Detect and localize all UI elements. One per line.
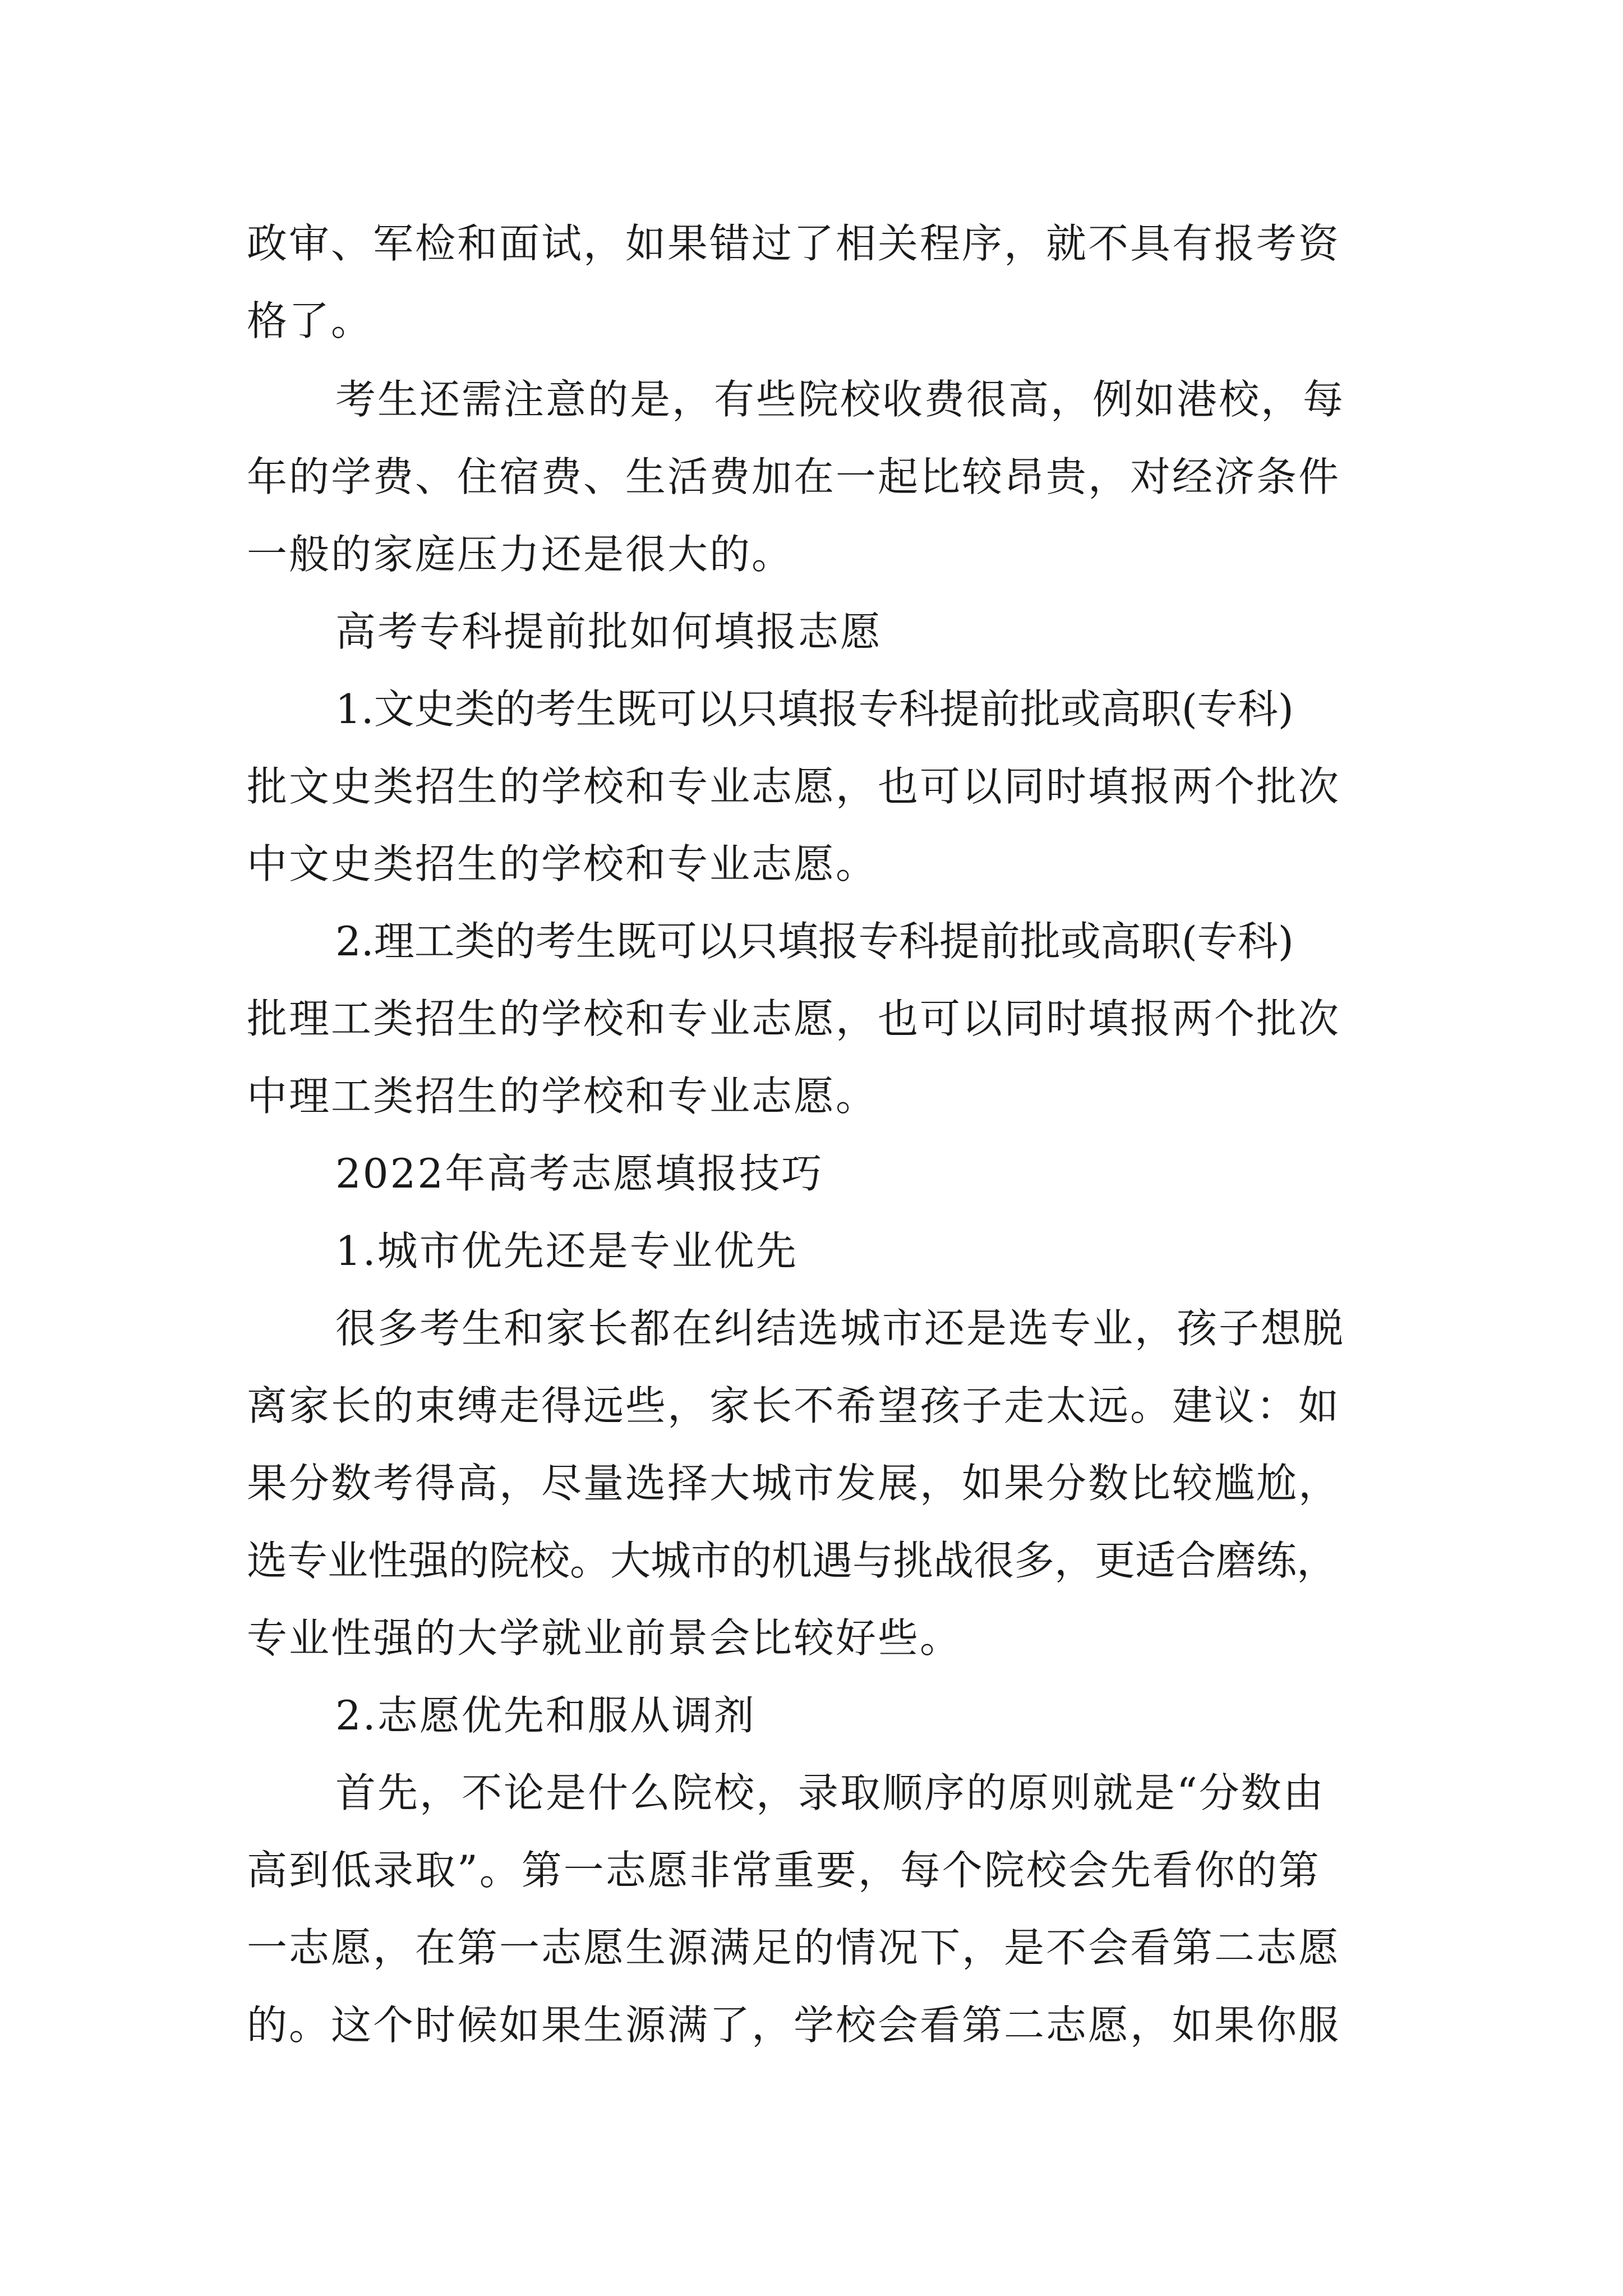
list-item-line: 1.文史类的考生既可以只填报专科提前批或高职(专科): [335, 685, 1294, 733]
paragraph-line: 年的学费、住宿费、生活费加在一起比较昂贵，对经济条件: [247, 453, 1341, 500]
list-item-line: 2.理工类的考生既可以只填报专科提前批或高职(专科): [335, 918, 1294, 965]
paragraph-line: 离家长的束缚走得远些，家长不希望孩子走太远。建议：如: [247, 1382, 1341, 1429]
paragraph-line: 政审、军检和面试，如果错过了相关程序，就不具有报考资: [247, 220, 1341, 267]
section-heading: 2022年高考志愿填报技巧: [335, 1150, 824, 1197]
paragraph-line: 很多考生和家长都在纠结选城市还是选专业，孩子想脱: [335, 1305, 1345, 1352]
paragraph-line: 批文史类招生的学校和专业志愿，也可以同时填报两个批次: [247, 763, 1341, 810]
paragraph-line: 专业性强的大学就业前景会比较好些。: [247, 1614, 962, 1662]
paragraph-line: 中理工类招生的学校和专业志愿。: [247, 1073, 878, 1120]
paragraph-line: 果分数考得高，尽量选择大城市发展，如果分数比较尴尬，: [247, 1460, 1341, 1507]
paragraph-line: 中文史类招生的学校和专业志愿。: [247, 840, 878, 887]
paragraph-line: 的。这个时候如果生源满了，学校会看第二志愿，如果你服: [247, 2001, 1341, 2049]
subsection-heading: 1.城市优先还是专业优先: [335, 1227, 798, 1274]
paragraph-line: 考生还需注意的是，有些院校收费很高，例如港校，每: [335, 376, 1345, 423]
paragraph-line: 一志愿，在第一志愿生源满足的情况下，是不会看第二志愿: [247, 1924, 1341, 1971]
paragraph-line: 批理工类招生的学校和专业志愿，也可以同时填报两个批次: [247, 995, 1341, 1042]
paragraph-line: 选专业性强的院校。大城市的机遇与挑战很多，更适合磨练，: [247, 1537, 1338, 1584]
section-heading: 高考专科提前批如何填报志愿: [335, 608, 883, 655]
paragraph-line: 一般的家庭压力还是很大的。: [247, 531, 794, 578]
paragraph-line: 格了。: [247, 297, 374, 344]
paragraph-line: 高到低录取”。第一志愿非常重要，每个院校会先看你的第: [247, 1847, 1321, 1894]
subsection-heading: 2.志愿优先和服从调剂: [335, 1692, 756, 1739]
paragraph-line: 首先，不论是什么院校，录取顺序的原则就是“分数由: [335, 1769, 1325, 1816]
